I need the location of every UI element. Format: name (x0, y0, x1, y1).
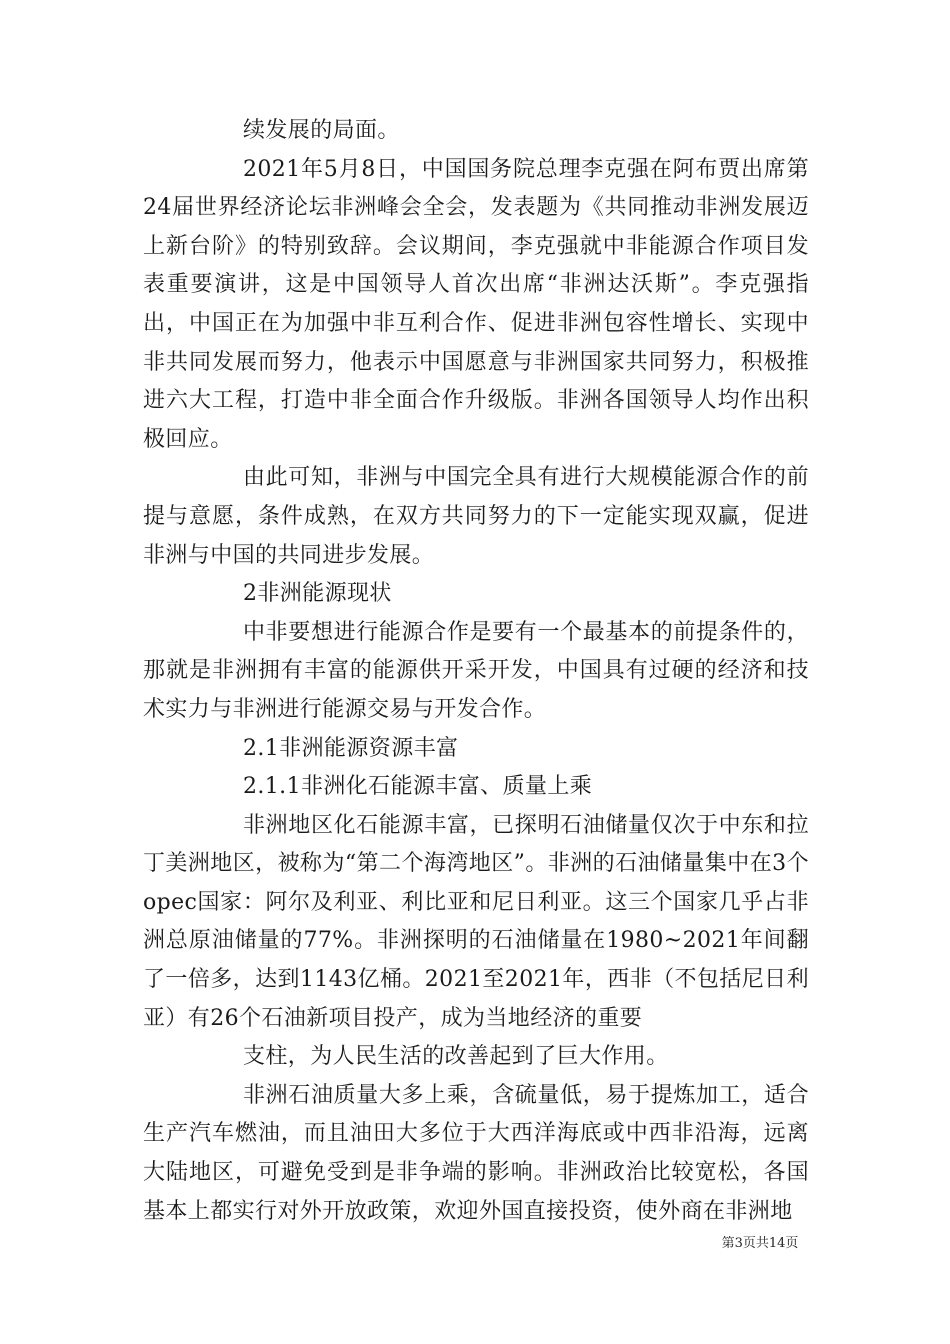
paragraph-pillar: 支柱，为人民生活的改善起到了巨大作用。 (243, 1044, 669, 1070)
paragraph-continuation: 续发展的局面。 (243, 118, 400, 143)
page-body (143, 112, 809, 1231)
paragraph-oil-reserves: 非洲地区化石能源丰富，已探明石油储量仅次于中东和拉丁美洲地区，被称为“第二个海湾地区”。非洲的石油储量集中在3个opec国家：阿尔及利亚、利比亚和尼日利亚。这三个国家几乎占非洲总原油储量的77%。非洲探明的石油储量在1980~2021年间翻了一倍多，达到1143亿桶。2021至2021年，西非（不包括尼日利亚）有26个石油新项目投产，成为当地经济的重要 (143, 812, 809, 1031)
page-number-footer: 第3页共14页 (721, 1236, 799, 1251)
section-heading-2: 2非洲能源现状 (243, 581, 392, 607)
section-heading-2-1: 2.1非洲能源资源丰富 (243, 735, 459, 761)
section-heading-2-1-1: 2.1.1非洲化石能源丰富、质量上乘 (243, 774, 593, 800)
paragraph-prerequisite: 中非要想进行能源合作是要有一个最基本的前提条件的，那就是非洲拥有丰富的能源供开采开发，中国具有过硬的经济和技术实力与非洲进行能源交易与开发合作。 (143, 619, 809, 722)
paragraph-oil-quality: 非洲石油质量大多上乘，含硫量低，易于提炼加工，适合生产汽车燃油，而且油田大多位于大西洋海底或中西非沿海，远离大陆地区，可避免受到是非争端的影响。非洲政治比较宽松，各国基本上都实行对外开放政策，欢迎外国直接投资，使外商在非洲地 (143, 1082, 809, 1224)
paragraph-conclusion: 由此可知，非洲与中国完全具有进行大规模能源合作的前提与意愿，条件成熟，在双方共同努力的下一定能实现双赢，促进非洲与中国的共同进步发展。 (143, 465, 809, 568)
paragraph-summit: 2021年5月8日，中国国务院总理李克强在阿布贾出席第24届世界经济论坛非洲峰会全会，发表题为《共同推动非洲发展迈上新台阶》的特别致辞。会议期间，李克强就中非能源合作项目发表重要演讲，这是中国领导人首次出席“非洲达沃斯”。李克强指出，中国正在为加强中非互利合作、促进非洲包容性增长、实现中非共同发展而努力，他表示中国愿意与非洲国家共同努力，积极推进六大工程，打造中非全面合作升级版。非洲各国领导人均作出积极回应。 (143, 156, 809, 452)
